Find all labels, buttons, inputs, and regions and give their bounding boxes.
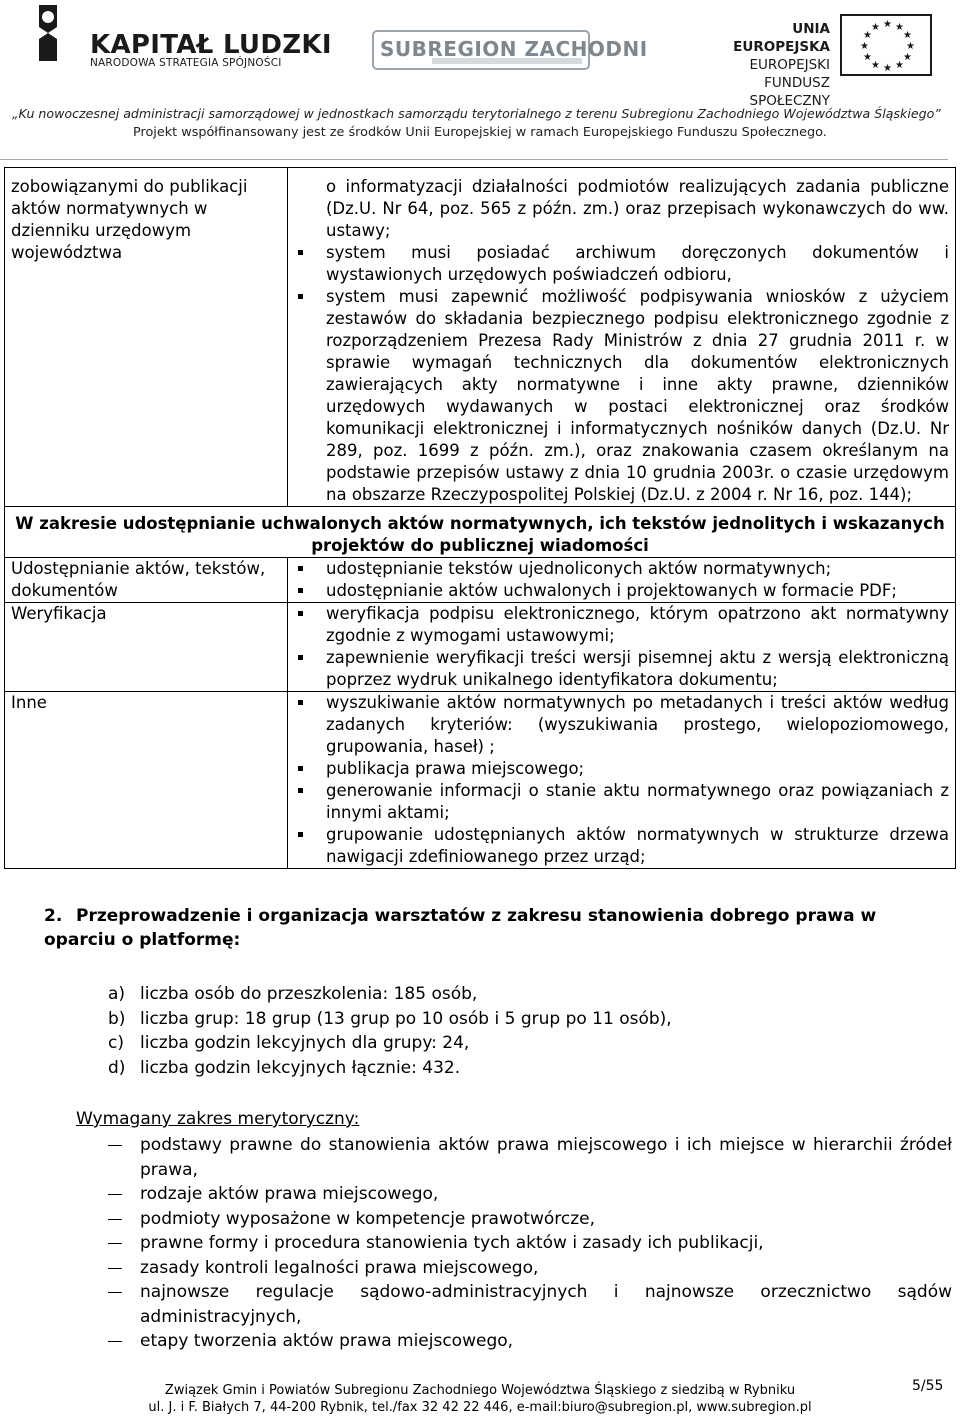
svg-text:★: ★ xyxy=(903,30,912,41)
eu-flag-icon xyxy=(840,14,932,76)
scope-heading: Wymagany zakres merytoryczny: xyxy=(76,1109,360,1129)
section-2-heading xyxy=(44,904,952,952)
svg-text:★: ★ xyxy=(903,52,912,63)
list-item: udostępnianie aktów uchwalonych i projektowanych w formacie PDF; xyxy=(294,580,949,602)
kapital-ludzki-logo-title: KAPITAŁ LUDZKI xyxy=(90,30,332,60)
table-span-header-row xyxy=(5,507,956,558)
list-item: wyszukiwanie aktów normatywnych po metadanych i treści aktów według zadanych kryteriów: (wyszukiwania prostego, wielopoziomowego, grupowania, haseł) ; xyxy=(294,692,949,758)
table-row xyxy=(5,603,956,692)
svg-text:★: ★ xyxy=(895,22,904,33)
bullet-list xyxy=(294,692,949,868)
scope-list xyxy=(108,1133,952,1354)
item-text: liczba osób do przeszkolenia: 185 osób, xyxy=(140,984,478,1004)
list-item: najnowsze regulacje sądowo-administracyjnych i najnowsze orzecznictwo sądów administracyjnych, xyxy=(108,1280,952,1329)
svg-text:★: ★ xyxy=(871,60,880,71)
list-item: prawne formy i procedura stanowienia tych aktów i zasady ich publikacji, xyxy=(108,1231,952,1256)
svg-text:★: ★ xyxy=(871,22,880,33)
list-item xyxy=(108,1007,672,1032)
item-letter: a) xyxy=(108,984,126,1004)
list-item: rodzaje aktów prawa miejscowego, xyxy=(108,1182,952,1207)
requirements-table xyxy=(4,167,956,869)
row-label: Udostępnianie aktów, tekstów, dokumentów xyxy=(5,558,288,603)
eu-logo-line3: FUNDUSZ SPOŁECZNY xyxy=(749,75,830,109)
subregion-logo-text: SUBREGION ZACHODNI xyxy=(380,37,648,61)
svg-text:★: ★ xyxy=(863,30,872,41)
item-letter: b) xyxy=(108,1008,126,1029)
section-header: W zakresie udostępnianie uchwalonych aktów normatywnych, ich tekstów jednolitych i wskazanych projektów do publicznej wiadomości xyxy=(5,507,956,558)
row-content xyxy=(288,168,956,507)
item-text: liczba grup: 18 grup (13 grup po 10 osób i 5 grup po 11 osób), xyxy=(140,1008,672,1029)
list-item: zasady kontroli legalności prawa miejscowego, xyxy=(108,1256,952,1281)
list-item: publikacja prawa miejscowego; xyxy=(294,758,949,780)
item-text: liczba godzin lekcyjnych łącznie: 432. xyxy=(140,1057,461,1078)
row-label: Weryfikacja xyxy=(5,603,288,692)
section-number: 2. xyxy=(44,906,63,926)
eu-logo-line1: UNIA EUROPEJSKA xyxy=(733,21,830,55)
item-text: liczba godzin lekcyjnych dla grupy: 24, xyxy=(140,1033,470,1053)
svg-text:★: ★ xyxy=(863,52,872,63)
table-row xyxy=(5,558,956,603)
bullet-list xyxy=(294,242,949,506)
section-title: Przeprowadzenie i organizacja warsztatów z zakresu stanowienia dobrego prawa w oparciu o platformę: xyxy=(44,906,877,950)
svg-text:★: ★ xyxy=(883,63,892,74)
list-item: generowanie informacji o stanie aktu normatywnego oraz powiązaniach z innymi aktami; xyxy=(294,780,949,824)
table-row xyxy=(5,692,956,869)
bullet-list xyxy=(294,558,949,602)
row-label: zobowiązanymi do publikacji aktów normatywnych w dzienniku urzędowym województwa xyxy=(5,168,288,507)
table-row xyxy=(5,168,956,507)
item-letter: c) xyxy=(108,1033,124,1053)
row-label: Inne xyxy=(5,692,288,869)
page-number: 5/55 xyxy=(912,1378,944,1394)
header-divider xyxy=(0,159,948,160)
row-content xyxy=(288,692,956,869)
kapital-ludzki-logo-subtitle: NARODOWA STRATEGIA SPÓJNOŚCI xyxy=(90,57,282,69)
workshop-parameters-list xyxy=(108,982,672,1080)
lead-text: o informatyzacji działalności podmiotów realizujących zadania publiczne (Dz.U. Nr 64, poz. 565 z późn. zm.) oraz przepisach wykonawczych do ww. ustawy; xyxy=(326,177,949,240)
footer-organization: Związek Gmin i Powiatów Subregionu Zachodniego Województwa Śląskiego z siedzibą w Rybniku xyxy=(164,1383,796,1398)
list-item: etapy tworzenia aktów prawa miejscowego, xyxy=(108,1329,952,1354)
kapital-ludzki-emblem xyxy=(33,3,63,63)
list-item: system musi posiadać archiwum doręczonych dokumentów i wystawionych urzędowych poświadczeń odbioru, xyxy=(294,242,949,286)
list-item: system musi zapewnić możliwość podpisywania wniosków z użyciem zestawów do składania bezpiecznego podpisu elektronicznego zgodnie z rozporządzeniem Prezesa Rady Ministrów z dnia 27 grudnia 2011 r. w sprawie wymagań technicznych dla dokumentów elektronicznych zawierających akty normatywne i inne akty prawne, dzienników urzędowych wydawanych w postaci elektronicznej oraz środków komunikacji elektronicznej i informatycznych nośników danych (Dz.U. Nr 289, poz. 1699 z późn. zm.), oraz znakowania czasem określanym na podstawie przepisów ustawy z dnia 10 grudnia 2003r. o czasie urzędowym na obszarze Rzeczypospolitej Polskiej (Dz.U. z 2004 r. Nr 16, poz. 144); xyxy=(294,286,949,506)
list-item: udostępnianie tekstów ujednoliconych aktów normatywnych; xyxy=(294,558,949,580)
cofinancing-note: Projekt współfinansowany jest ze środków Unii Europejskiej w ramach Europejskiego Funduszu Społecznego. xyxy=(133,125,827,140)
list-item xyxy=(108,1031,672,1056)
svg-text:★: ★ xyxy=(860,41,869,52)
list-item: weryfikacja podpisu elektronicznego, którym opatrzono akt normatywny zgodnie z wymogami ustawowymi; xyxy=(294,603,949,647)
eu-logo-line2: EUROPEJSKI xyxy=(749,57,830,73)
row-content xyxy=(288,603,956,692)
list-item: zapewnienie weryfikacji treści wersji pisemnej aktu z wersją elektroniczną poprzez wydruk unikalnego identyfikatora dokumentu; xyxy=(294,647,949,691)
list-item: grupowanie udostępnianych aktów normatywnych w strukturze drzewa nawigacji zdefiniowanego przez urząd; xyxy=(294,824,949,868)
list-item: podmioty wyposażone w kompetencje prawotwórcze, xyxy=(108,1207,952,1232)
row-content xyxy=(288,558,956,603)
item-letter: d) xyxy=(108,1057,126,1078)
project-title: „Ku nowoczesnej administracji samorządowej w jednostkach samorządu terytorialnego z terenu Subregionu Zachodniego Województwa Śląskiego” xyxy=(12,106,941,121)
footer-contact: ul. J. i F. Białych 7, 44-200 Rybnik, tel./fax 32 42 22 446, e-mail:biuro@subregion.pl, www.subregion.pl xyxy=(148,1400,812,1415)
list-item xyxy=(108,982,672,1007)
svg-text:★: ★ xyxy=(883,19,892,30)
eu-logo-text xyxy=(698,20,830,110)
list-item: podstawy prawne do stanowienia aktów prawa miejscowego i ich miejsce w hierarchii źródeł prawa, xyxy=(108,1133,952,1182)
bullet-list xyxy=(294,603,949,691)
svg-text:★: ★ xyxy=(906,41,915,52)
list-item xyxy=(108,1056,672,1081)
svg-text:★: ★ xyxy=(895,60,904,71)
